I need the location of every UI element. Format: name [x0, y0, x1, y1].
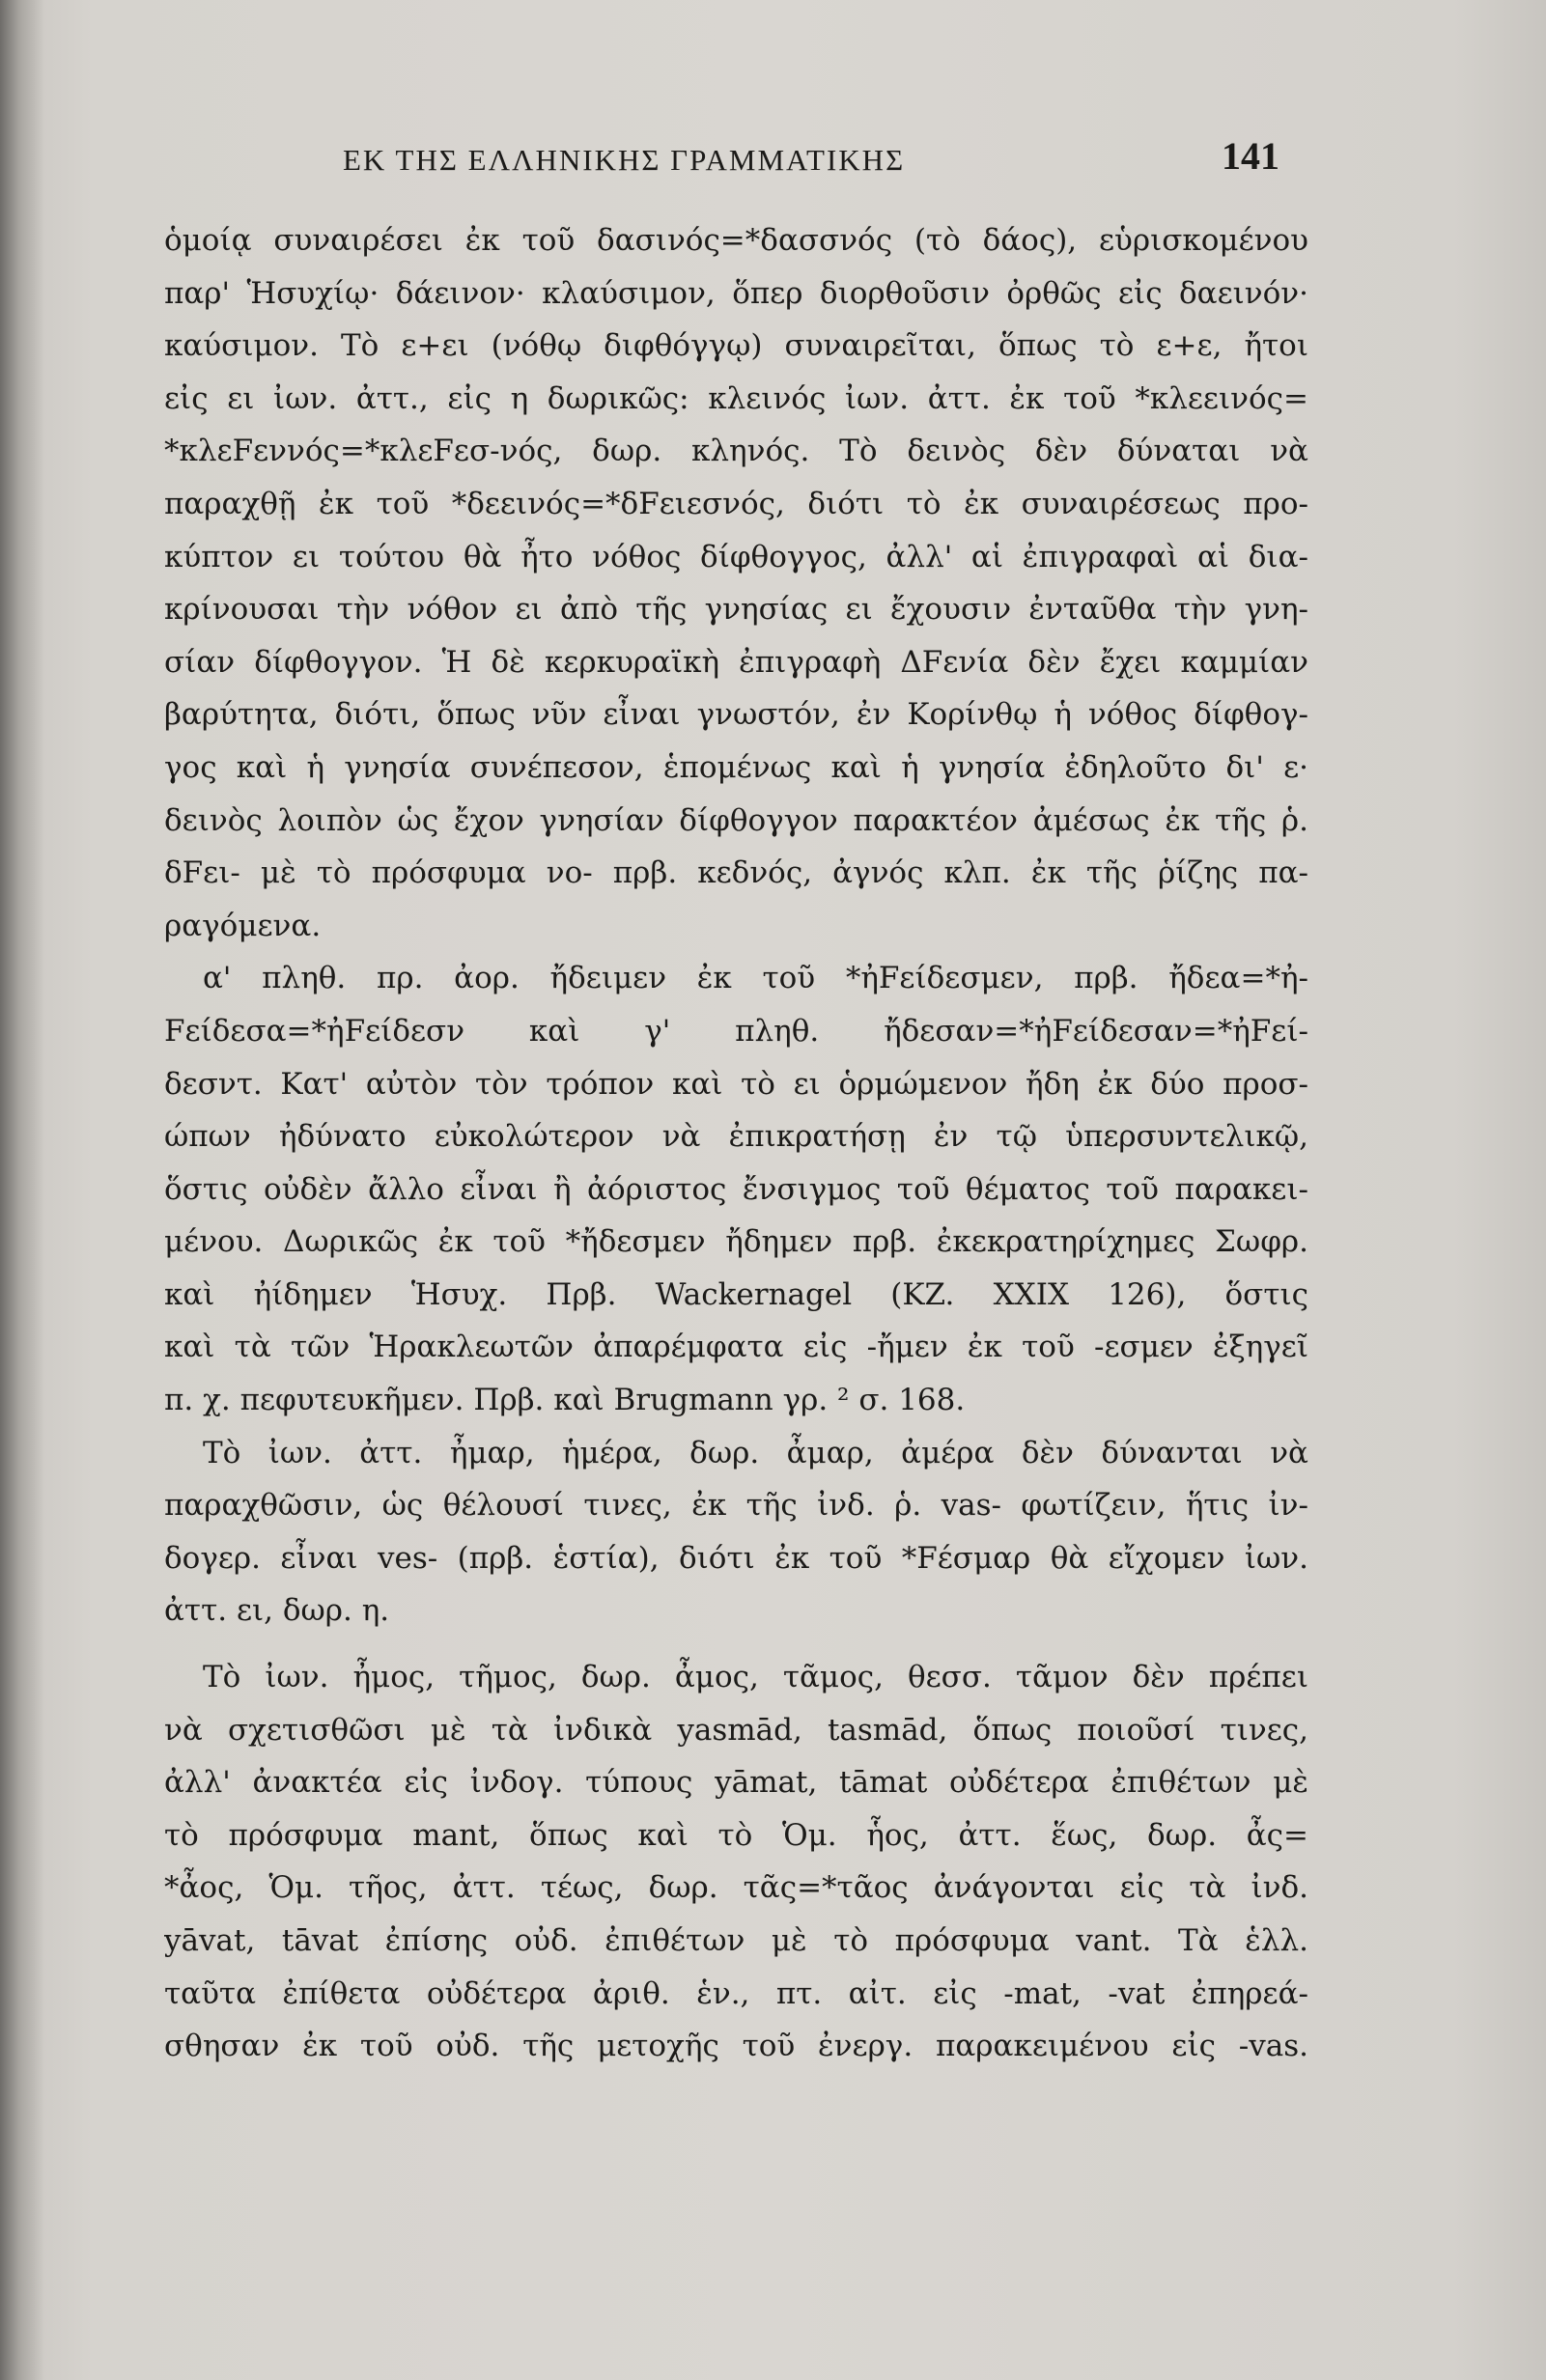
text-line: ώπων ἠδύνατο εὐκολώτερον νὰ ἐπικρατήσῃ ἐν τῷ ὑπερσυντελικῷ, — [164, 1119, 1308, 1155]
text-line: yāvat, tāvat ἐπίσης οὐδ. ἐπιθέτων μὲ τὸ πρόσφυμα vant. Τὰ ἑλλ. — [164, 1923, 1308, 1958]
text-line: ὁμοίᾳ συναιρέσει ἐκ τοῦ δασινός=*δασσνός (τὸ δάος), εὑρισκομένου — [164, 223, 1308, 258]
text-line: σίαν δίφθογγον. Ἡ δὲ κερκυραϊκὴ ἐπιγραφὴ ΔFενία δὲν ἔχει καμμίαν — [164, 644, 1308, 680]
text-line: παραχθῇ ἐκ τοῦ *δεεινός=*δFειεσνός, διότι τὸ ἐκ συναιρέσεως προ- — [164, 486, 1308, 521]
text-line: ὅστις οὐδὲν ἄλλο εἶναι ἢ ἀόριστος ἔνσιγμος τοῦ θέματος τοῦ παρακει- — [164, 1171, 1308, 1207]
text-line: δFει- μὲ τὸ πρόσφυμα νο- πρβ. κεδνός, ἀγνός κλπ. ἐκ τῆς ῥίζης πα- — [164, 855, 1308, 891]
text-line: ἀλλ' ἀνακτέα εἰς ἰνδογ. τύπους yāmat, tāmat οὐδέτερα ἐπιθέτων μὲ — [164, 1765, 1308, 1801]
text-line: γος καὶ ἡ γνησία συνέπεσον, ἑπομένως καὶ ἡ γνησία ἐδηλοῦτο δι' ε· — [164, 749, 1308, 785]
text-line: τὸ πρόσφυμα mant, ὅπως καὶ τὸ Ὁμ. ἧος, ἀττ. ἕως, δωρ. ἆς= — [164, 1817, 1308, 1853]
text-line: *κλεFεννός=*κλεFεσ-νός, δωρ. κληνός. Τὸ δεινὸς δὲν δύναται νὰ — [164, 434, 1308, 469]
text-line: νὰ σχετισθῶσι μὲ τὰ ἰνδικὰ yasmād, tasmād, ὅπως ποιοῦσί τινες, — [164, 1712, 1308, 1748]
text-line: κρίνουσαι τὴν νόθον ει ἀπὸ τῆς γνησίας ει ἔχουσιν ἐνταῦθα τὴν γνη- — [164, 592, 1308, 628]
text-line: α' πληθ. πρ. ἀορ. ἤδειμεν ἐκ τοῦ *ἠFείδεσμεν, πρβ. ἤδεα=*ἠ- — [203, 961, 1308, 996]
paragraph-gap — [164, 1638, 1308, 1651]
text-line: καύσιμον. Τὸ ε+ει (νόθῳ διφθόγγῳ) συναιρεῖται, ὅπως τὸ ε+ε, ἤτοι — [164, 328, 1308, 364]
text-line: καὶ τὰ τῶν Ἡρακλεωτῶν ἀπαρέμφατα εἰς -ἤμεν ἐκ τοῦ -εσμεν ἐξηγεῖ — [164, 1330, 1308, 1365]
text-line: Τὸ ἰων. ἀττ. ἦμαρ, ἡμέρα, δωρ. ἆμαρ, ἀμέρα δὲν δύνανται νὰ — [203, 1435, 1308, 1470]
text-line: βαρύτητα, διότι, ὅπως νῦν εἶναι γνωστόν, ἐν Κορίνθῳ ἡ νόθος δίφθογ- — [164, 697, 1308, 733]
running-title: ΕΚ ΤΗΣ ΕΛΛΗΝΙΚΗΣ ΓΡΑΜΜΑΤΙΚΗΣ — [343, 143, 906, 177]
text-line: ταῦτα ἐπίθετα οὐδέτερα ἀριθ. ἑν., πτ. αἰτ. εἰς -mat, -vat ἐπηρεά- — [164, 1975, 1308, 2011]
text-line: Τὸ ἰων. ἦμος, τῆμος, δωρ. ἆμος, τᾶμος, θεσσ. τᾶμον δὲν πρέπει — [203, 1660, 1308, 1695]
text-line: παραχθῶσιν, ὡς θέλουσί τινες, ἐκ τῆς ἰνδ. ῥ. vas- φωτίζειν, ἥτις ἰν- — [164, 1488, 1308, 1524]
text-line: μένου. Δωρικῶς ἐκ τοῦ *ἤδεσμεν ἤδημεν πρβ. ἐκεκρατηρίχημες Σωφρ. — [164, 1224, 1308, 1260]
text-line: εἰς ει ἰων. ἀττ., εἰς η δωρικῶς: κλεινός ἰων. ἀττ. ἐκ τοῦ *κλεεινός= — [164, 380, 1308, 416]
page-number: 141 — [1222, 134, 1279, 178]
text-line: ἀττ. ει, δωρ. η. — [164, 1593, 390, 1629]
text-line: καὶ ἠίδημεν Ἡσυχ. Πρβ. Wackernagel (KZ. XXIX 126), ὅστις — [164, 1276, 1308, 1312]
text-line: ραγόμενα. — [164, 908, 322, 943]
text-line: Fείδεσα=*ἠFείδεσν καὶ γ' πληθ. ἤδεσαν=*ἠFείδεσαν=*ἠFεί- — [164, 1013, 1308, 1049]
text-line: δογερ. εἶναι ves- (πρβ. ἑστία), διότι ἐκ τοῦ *Fέσμαρ θὰ εἴχομεν ἰων. — [164, 1540, 1308, 1576]
text-line: παρ' Ἡσυχίῳ· δάεινον· κλαύσιμον, ὅπερ διορθοῦσιν ὀρθῶς εἰς δαεινόν· — [164, 275, 1308, 311]
page-header — [343, 133, 1279, 191]
text-line: σθησαν ἐκ τοῦ οὐδ. τῆς μετοχῆς τοῦ ἐνεργ. παρακειμένου εἰς -vas. — [164, 2029, 1308, 2064]
text-line: δεσντ. Κατ' αὐτὸν τὸν τρόπον καὶ τὸ ει ὁρμώμενον ἤδη ἐκ δύο προσ- — [164, 1066, 1308, 1102]
text-line: δεινὸς λοιπὸν ὡς ἔχον γνησίαν δίφθογγον παρακτέον ἀμέσως ἐκ τῆς ῥ. — [164, 802, 1308, 838]
body-text — [164, 214, 1308, 2073]
text-line: *ἆος, Ὁμ. τῆος, ἀττ. τέως, δωρ. τᾶς=*τᾶος ἀνάγονται εἰς τὰ ἰνδ. — [164, 1870, 1308, 1906]
binding-shadow — [0, 0, 44, 2380]
text-line: π. χ. πεφυτευκῆμεν. Πρβ. καὶ Brugmann γρ. ² σ. 168. — [164, 1383, 966, 1418]
text-line: κύπτον ει τούτου θὰ ἦτο νόθος δίφθογγος, ἀλλ' αἱ ἐπιγραφαὶ αἱ δια- — [164, 539, 1308, 574]
